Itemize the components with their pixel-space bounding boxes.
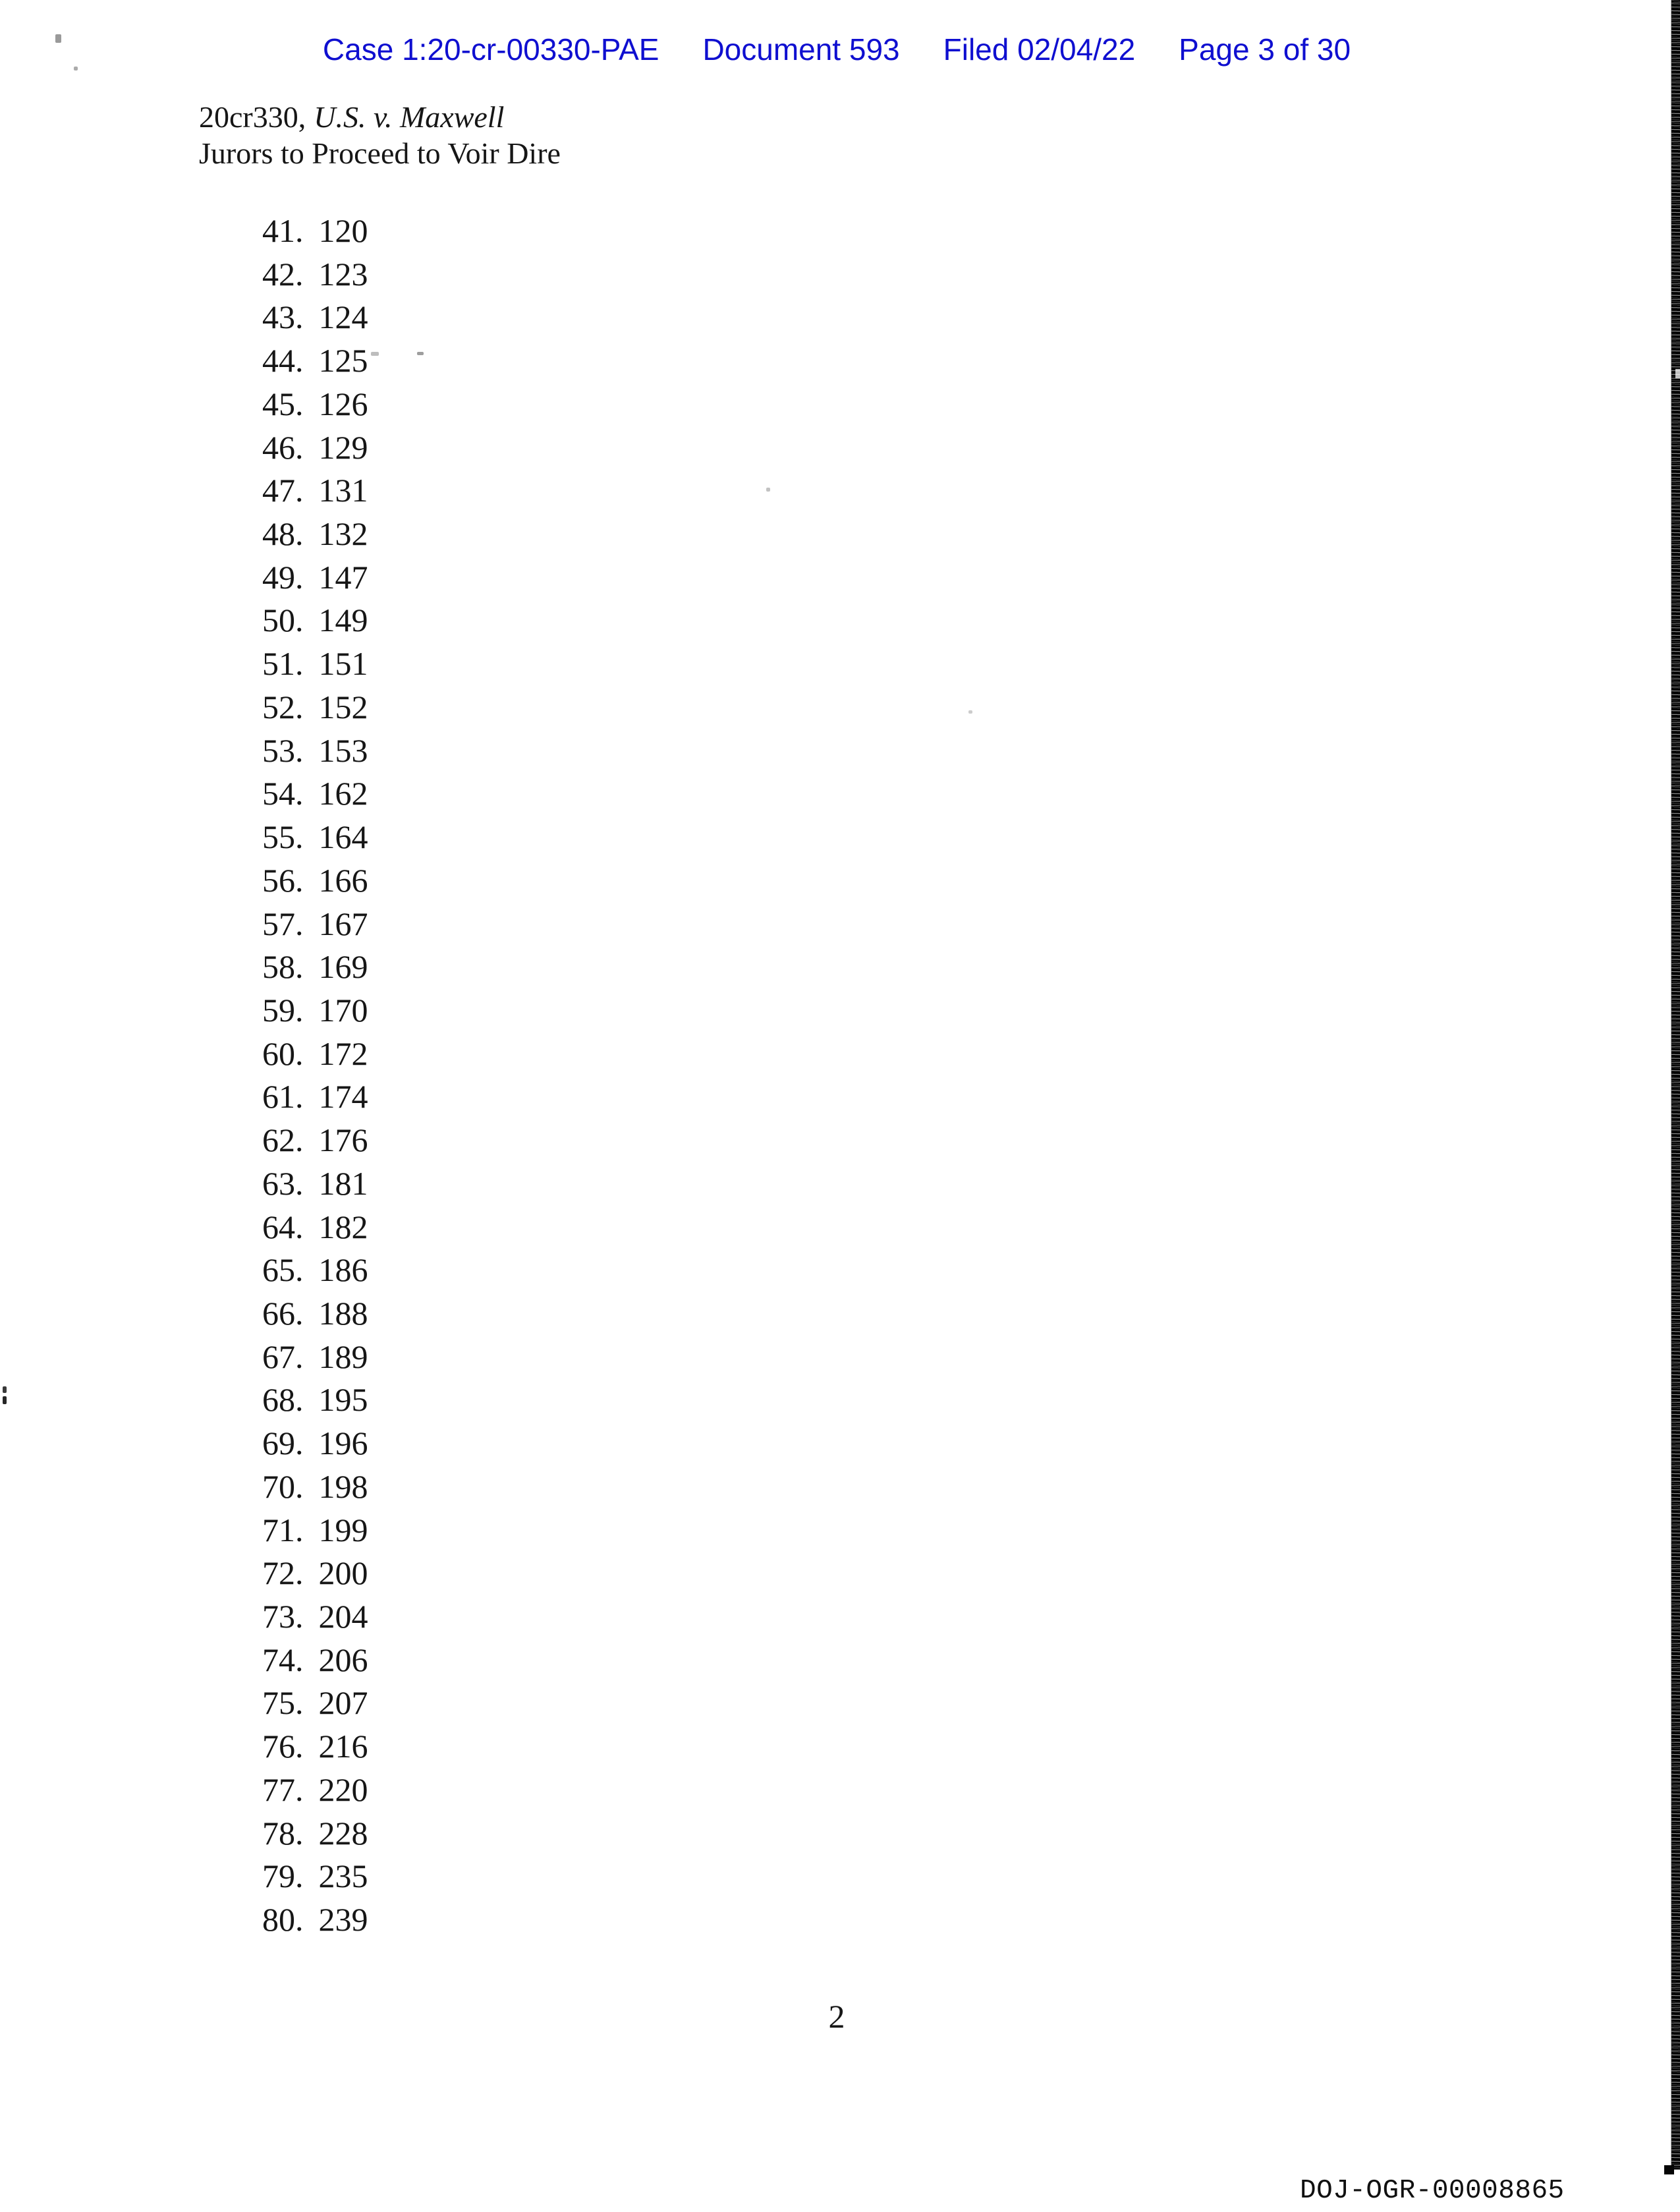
header-case-number: Case 1:20-cr-00330-PAE	[322, 32, 659, 67]
list-item-juror-number: 126	[318, 385, 368, 422]
list-item-number: 58.	[262, 948, 304, 986]
list-item	[262, 1639, 368, 1682]
list-item-juror-number: 120	[318, 212, 368, 249]
list-item-number: 70.	[262, 1467, 304, 1505]
list-item-juror-number: 129	[318, 428, 368, 466]
caption-case-name: U.S. v. Maxwell	[314, 100, 505, 134]
list-item-juror-number: 228	[318, 1814, 368, 1852]
list-item	[262, 1465, 368, 1509]
list-item	[262, 599, 368, 642]
list-item	[262, 946, 368, 989]
list-item-juror-number: 164	[318, 818, 368, 856]
list-item-juror-number: 196	[318, 1425, 368, 1462]
list-item-number: 55.	[262, 818, 304, 856]
list-item-juror-number: 124	[318, 298, 368, 336]
list-item	[262, 1812, 368, 1856]
list-item	[262, 1075, 368, 1119]
scan-speck	[968, 710, 972, 714]
list-item	[262, 1249, 368, 1292]
list-item	[262, 383, 368, 426]
list-item	[262, 1725, 368, 1769]
list-item-number: 77.	[262, 1771, 304, 1808]
list-item-juror-number: 200	[318, 1554, 368, 1592]
list-item-number: 42.	[262, 255, 304, 293]
list-item-number: 72.	[262, 1554, 304, 1592]
caption-subtitle: Jurors to Proceed to Voir Dire	[199, 136, 561, 170]
list-item-number: 68.	[262, 1381, 304, 1419]
list-item	[262, 1682, 368, 1725]
list-item-juror-number: 181	[318, 1164, 368, 1202]
list-item-number: 73.	[262, 1598, 304, 1635]
list-item-juror-number: 199	[318, 1511, 368, 1548]
list-item-juror-number: 239	[318, 1901, 368, 1939]
list-item-number: 61.	[262, 1078, 304, 1116]
list-item	[262, 253, 368, 297]
list-item-juror-number: 169	[318, 948, 368, 986]
scan-speck	[3, 1396, 7, 1404]
list-item	[262, 1292, 368, 1336]
list-item-juror-number: 149	[318, 602, 368, 639]
case-caption	[199, 99, 561, 171]
list-item-number: 65.	[262, 1251, 304, 1289]
scan-artifact-strip	[1671, 0, 1680, 2170]
list-item	[262, 426, 368, 470]
list-item-juror-number: 153	[318, 731, 368, 769]
list-item	[262, 642, 368, 686]
list-item	[262, 1378, 368, 1422]
list-item-number: 78.	[262, 1814, 304, 1852]
list-item-juror-number: 125	[318, 342, 368, 380]
list-item-juror-number: 198	[318, 1467, 368, 1505]
bates-number: DOJ-OGR-00008865	[1300, 2176, 1565, 2206]
list-item-juror-number: 131	[318, 472, 368, 509]
list-item	[262, 1509, 368, 1552]
list-item	[262, 989, 368, 1033]
list-item-juror-number: 170	[318, 991, 368, 1029]
list-item-number: 71.	[262, 1511, 304, 1548]
caption-line-1	[199, 99, 561, 135]
list-item-juror-number: 195	[318, 1381, 368, 1419]
list-item-number: 44.	[262, 342, 304, 380]
list-item-number: 79.	[262, 1858, 304, 1895]
page-number: 2	[828, 1998, 845, 2035]
caption-case-number: 20cr330,	[199, 100, 306, 134]
list-item-number: 69.	[262, 1425, 304, 1462]
list-item-juror-number: 172	[318, 1035, 368, 1072]
list-item-juror-number: 162	[318, 775, 368, 812]
list-item	[262, 859, 368, 903]
list-item-juror-number: 216	[318, 1728, 368, 1765]
list-item	[262, 296, 368, 339]
list-item-number: 47.	[262, 472, 304, 509]
list-item-juror-number: 189	[318, 1338, 368, 1375]
list-item-juror-number: 188	[318, 1294, 368, 1332]
list-item-number: 52.	[262, 688, 304, 725]
header-filed-date: Filed 02/04/22	[943, 32, 1136, 67]
court-stamp-header	[0, 33, 1673, 67]
list-item	[262, 1855, 368, 1898]
list-item	[262, 1769, 368, 1812]
list-item	[262, 1119, 368, 1162]
list-item-number: 57.	[262, 905, 304, 942]
scan-speck	[55, 34, 61, 43]
list-item-number: 59.	[262, 991, 304, 1029]
header-page-indicator: Page 3 of 30	[1179, 32, 1351, 67]
list-item-juror-number: 147	[318, 558, 368, 596]
list-item	[262, 1898, 368, 1942]
list-item-juror-number: 123	[318, 255, 368, 293]
list-item	[262, 556, 368, 600]
list-item-juror-number: 152	[318, 688, 368, 725]
list-item-number: 53.	[262, 731, 304, 769]
list-item	[262, 903, 368, 946]
list-item-number: 67.	[262, 1338, 304, 1375]
list-item	[262, 1422, 368, 1465]
list-item	[262, 513, 368, 556]
list-item-number: 49.	[262, 558, 304, 596]
header-document-number: Document 593	[702, 32, 900, 67]
list-item	[262, 339, 368, 383]
list-item	[262, 1595, 368, 1639]
juror-list	[262, 210, 368, 1942]
scan-strip-gap	[1675, 369, 1680, 378]
list-item	[262, 210, 368, 253]
list-item	[262, 772, 368, 816]
list-item	[262, 1552, 368, 1595]
scan-speck	[74, 67, 78, 71]
list-item	[262, 686, 368, 729]
list-item-juror-number: 176	[318, 1121, 368, 1159]
list-item-number: 60.	[262, 1035, 304, 1072]
list-item-number: 63.	[262, 1164, 304, 1202]
list-item-number: 56.	[262, 861, 304, 899]
list-item-juror-number: 235	[318, 1858, 368, 1895]
list-item	[262, 816, 368, 859]
list-item-number: 51.	[262, 645, 304, 683]
list-item-number: 48.	[262, 515, 304, 553]
list-item	[262, 1206, 368, 1249]
list-item-juror-number: 207	[318, 1684, 368, 1722]
list-item-juror-number: 166	[318, 861, 368, 899]
list-item-number: 62.	[262, 1121, 304, 1159]
list-item-juror-number: 167	[318, 905, 368, 942]
scan-speck	[417, 352, 424, 355]
list-item-number: 80.	[262, 1901, 304, 1939]
list-item-number: 50.	[262, 602, 304, 639]
list-item-number: 64.	[262, 1208, 304, 1245]
scan-speck	[3, 1386, 7, 1393]
list-item-juror-number: 174	[318, 1078, 368, 1116]
list-item	[262, 1033, 368, 1076]
list-item-juror-number: 206	[318, 1641, 368, 1678]
scan-speck	[766, 488, 770, 492]
list-item-number: 54.	[262, 775, 304, 812]
list-item-juror-number: 186	[318, 1251, 368, 1289]
list-item-juror-number: 151	[318, 645, 368, 683]
list-item-number: 45.	[262, 385, 304, 422]
list-item	[262, 1336, 368, 1379]
list-item-juror-number: 220	[318, 1771, 368, 1808]
list-item-juror-number: 182	[318, 1208, 368, 1245]
list-item-number: 76.	[262, 1728, 304, 1765]
list-item	[262, 729, 368, 773]
list-item-number: 74.	[262, 1641, 304, 1678]
scan-speck	[371, 352, 379, 356]
list-item-number: 66.	[262, 1294, 304, 1332]
list-item-number: 43.	[262, 298, 304, 336]
list-item-juror-number: 204	[318, 1598, 368, 1635]
list-item-number: 41.	[262, 212, 304, 249]
list-item-number: 46.	[262, 428, 304, 466]
scan-artifact-dot	[1664, 2165, 1674, 2174]
list-item	[262, 469, 368, 513]
list-item-juror-number: 132	[318, 515, 368, 553]
list-item-number: 75.	[262, 1684, 304, 1722]
list-item	[262, 1162, 368, 1206]
